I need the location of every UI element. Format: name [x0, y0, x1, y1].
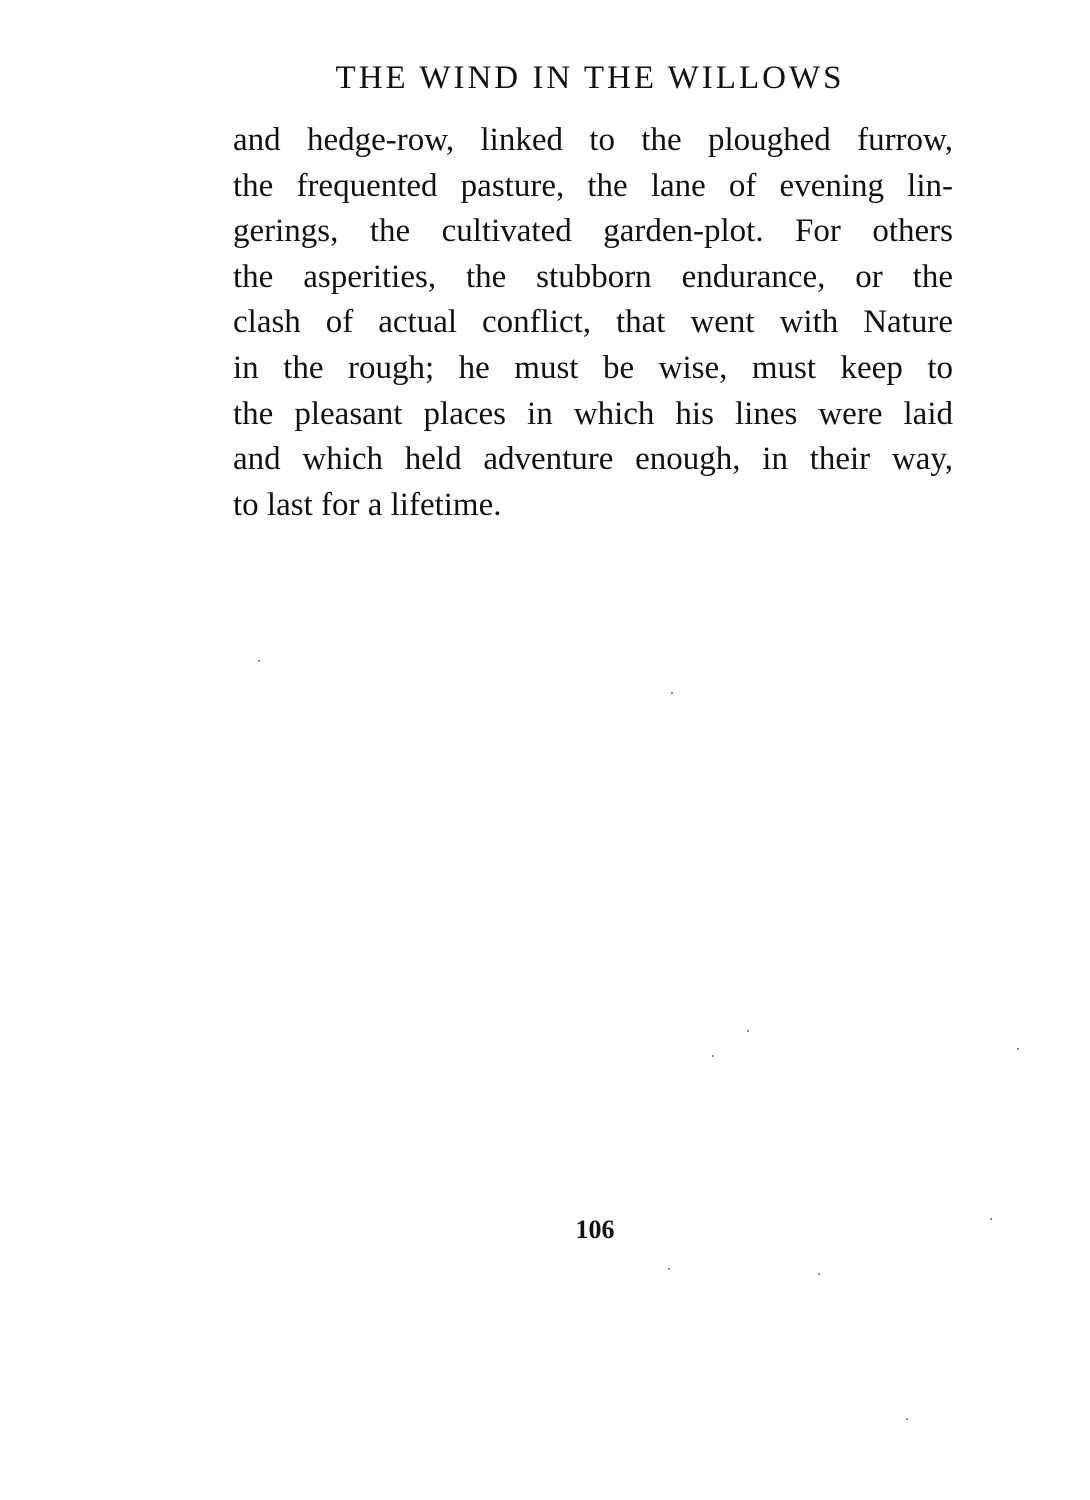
text-line: gerings, the cultivated garden-plot. For others — [233, 213, 953, 250]
page-number: 106 — [575, 1215, 615, 1244]
scan-speck — [990, 1218, 992, 1220]
scan-speck — [671, 692, 673, 694]
scan-speck — [668, 1268, 670, 1270]
text-line: the pleasant places in which his lines were laid — [233, 395, 953, 432]
text-line: to last for a lifetime. — [233, 486, 502, 523]
text-line: in the rough; he must be wise, must keep to — [233, 349, 953, 386]
scan-speck — [906, 1418, 908, 1420]
scan-speck — [258, 660, 260, 662]
running-head: THE WIND IN THE WILLOWS — [335, 60, 845, 96]
scan-speck — [747, 1030, 749, 1032]
scan-speck — [818, 1273, 820, 1275]
scan-speck — [712, 1055, 714, 1057]
text-line: the asperities, the stubborn endurance, or the — [233, 258, 953, 295]
text-line: and hedge-row, linked to the ploughed furrow, — [233, 122, 953, 158]
text-line: clash of actual conflict, that went with Nature — [233, 304, 953, 341]
text-line: and which held adventure enough, in their way, — [233, 441, 953, 478]
scan-speck — [1017, 1048, 1019, 1050]
body-text — [233, 118, 953, 528]
text-line: the frequented pasture, the lane of evening lin- — [233, 167, 953, 204]
